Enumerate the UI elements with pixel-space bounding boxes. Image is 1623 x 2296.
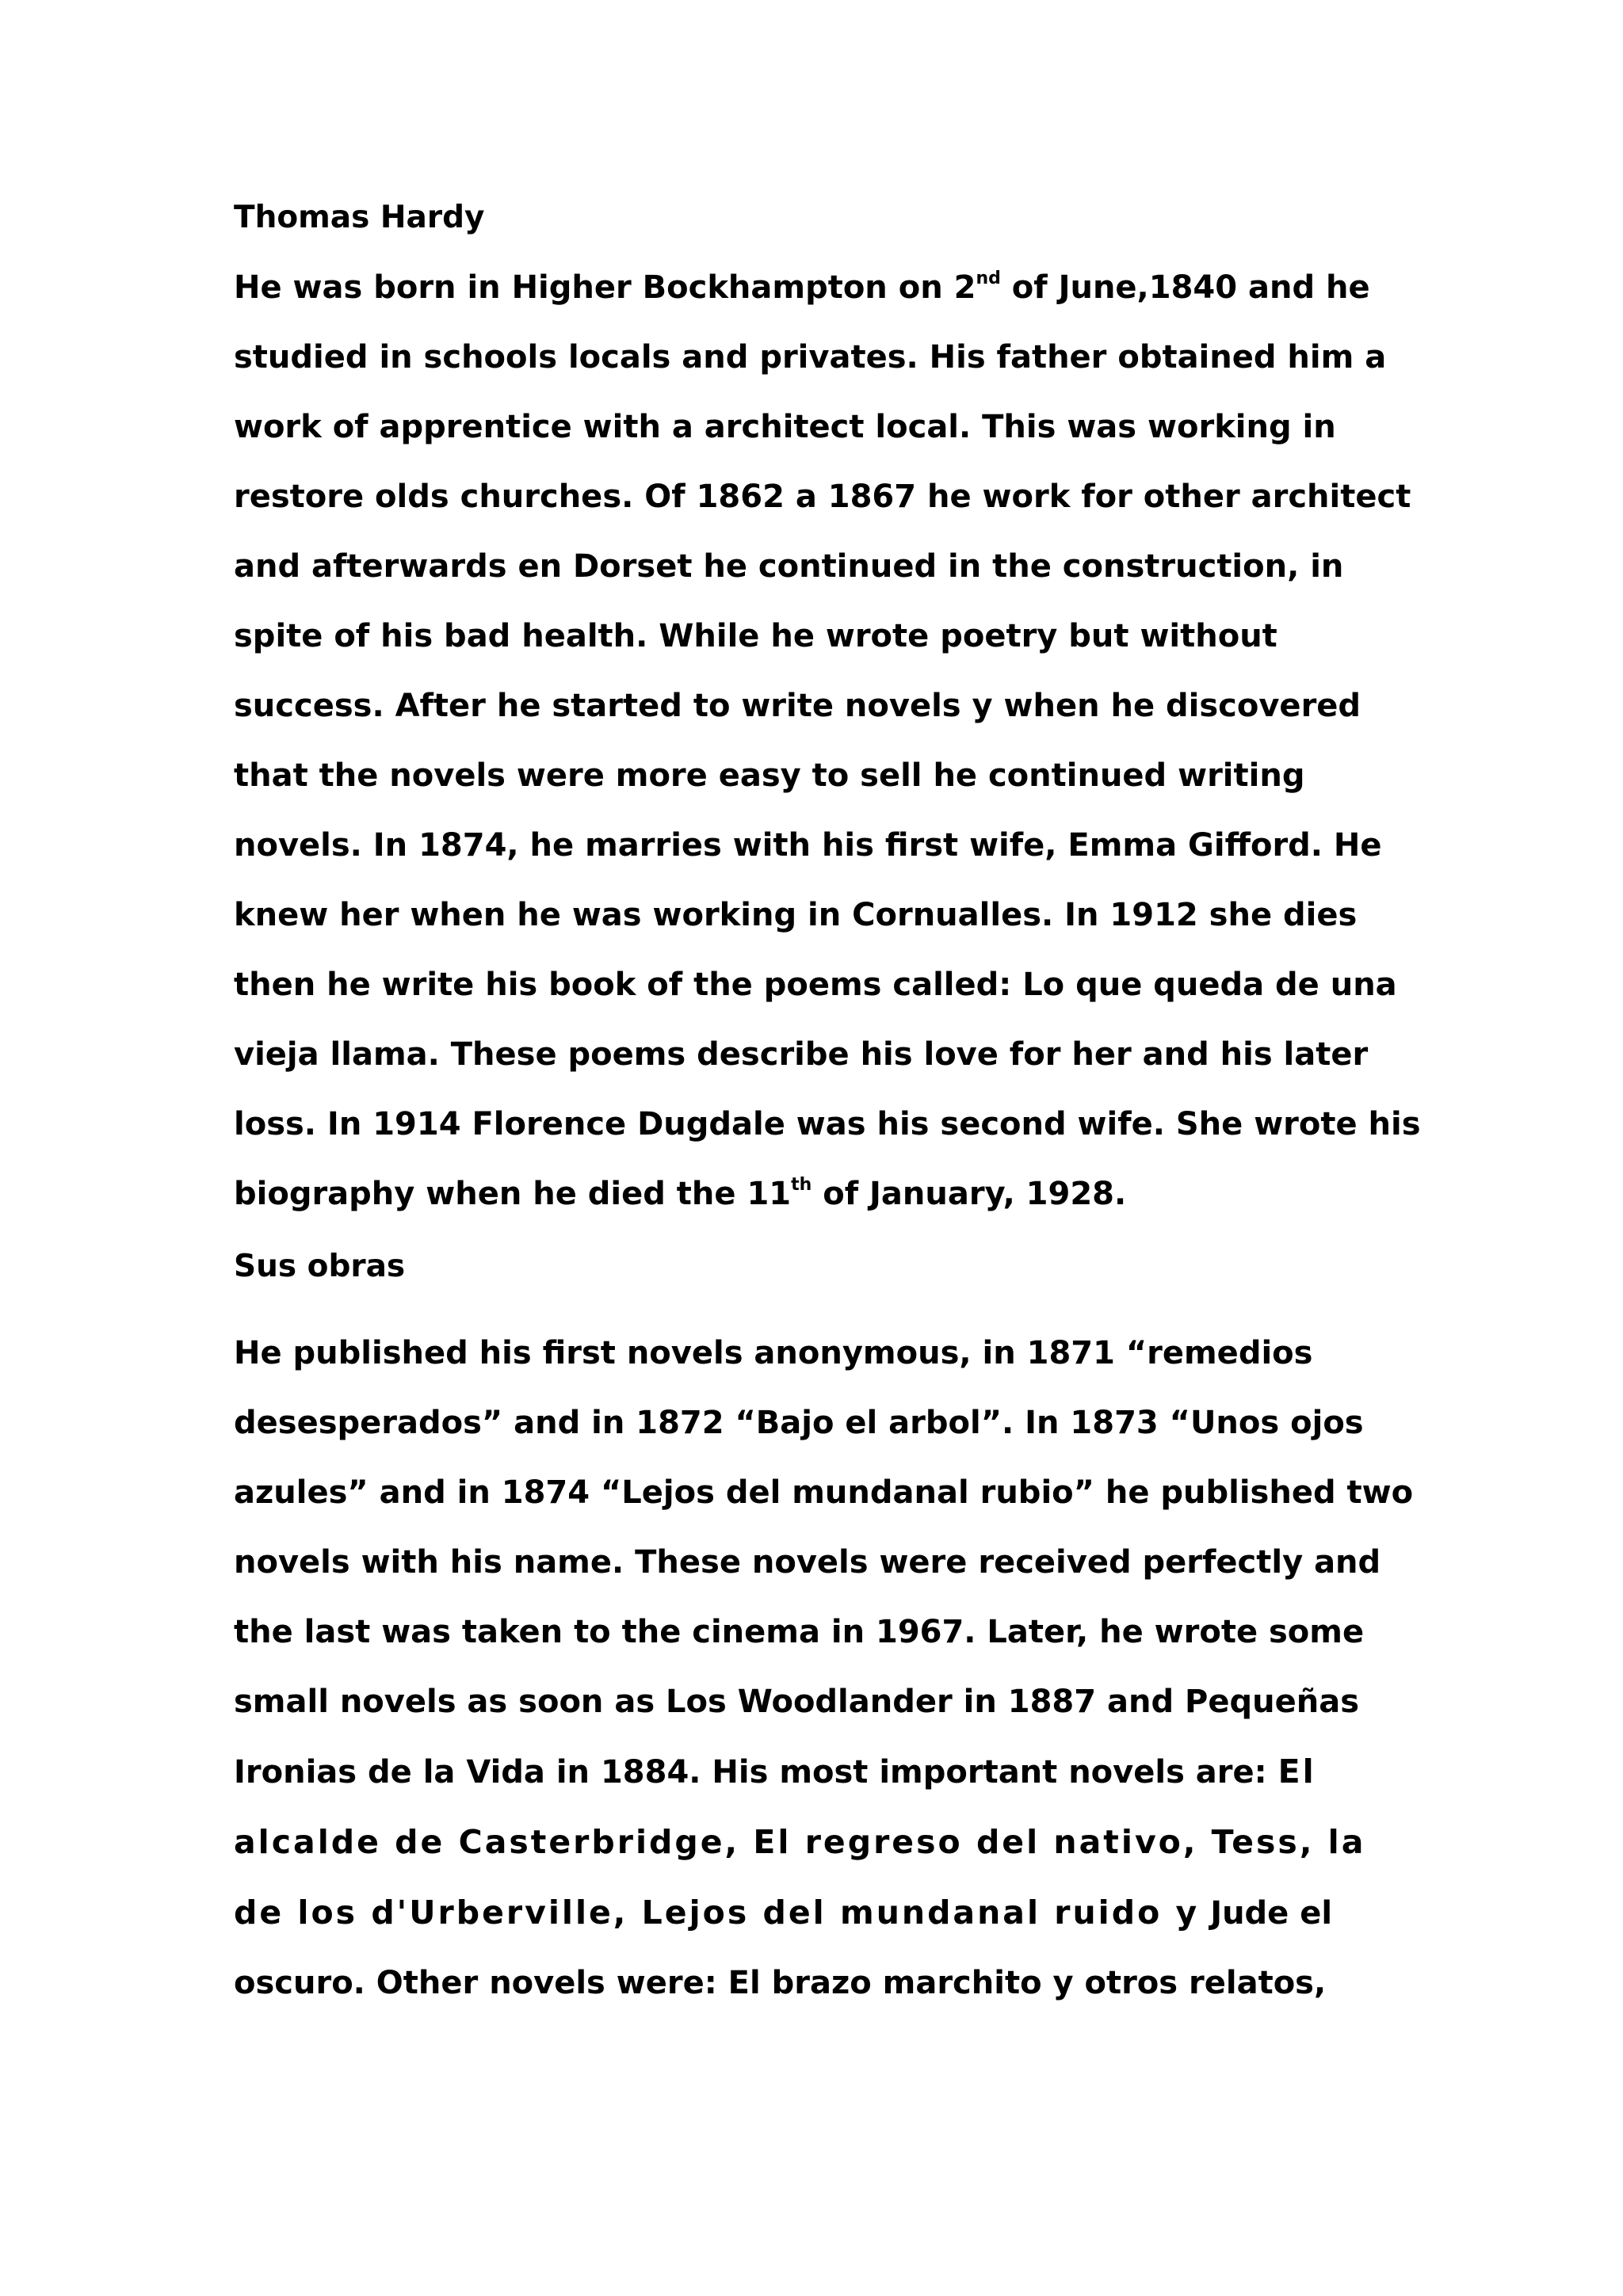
biography-paragraph [234,253,1423,1229]
ordinal-suffix-th: th [791,1174,812,1195]
page-title: Thomas Hardy [234,200,485,235]
ordinal-suffix-nd: nd [976,268,1001,288]
works-text-part-2: Jude el oscuro. Other novels were: El brazo marchito y otros relatos, [234,1895,1333,2001]
works-paragraph [234,1318,1423,2018]
important-novels-list: El alcalde de Casterbridge, El regreso del nativo, Tess, la de los d'Urberville, Lejos del mundanal ruido y [234,1753,1366,1932]
document-content [234,194,1423,2018]
works-text-part-1: He published his first novels anonymous, in 1871 “remedios desesperados” and in 1872 “Bajo el arbol”. In 1873 “Unos ojos azules” and in 1874 “Lejos del mundanal rubio” he published two novels with his name. These novels were received perfectly and the last was taken to the cinema in 1967. Later, he wrote some small novels as soon as Los Woodlander in 1887 and Pequeñas Ironias de la Vida in 1884. His most important novels are: [234,1335,1414,1791]
biography-text-part-1: He was born in Higher Bockhampton on 2 [234,269,976,306]
biography-text-part-3: of January, 1928. [812,1176,1127,1212]
biography-text-part-2: of June,1840 and he studied in schools locals and privates. His father obtained him a work of apprentice with a architect local. This was working in restore olds churches. Of 1862 a 1867 he work for other architect and afterwards en Dorset he continued in the construction, in spite of his bad health. While he wrote poetry but without success. After he started to write novels y when he discovered that the novels were more easy to sell he continued writing novels. In 1874, he marries with his first wife, Emma Gifford. He knew her when he was working in Cornualles. In 1912 she dies then he write his book of the poems called: Lo que queda de una vieja llama. These poems describe his love for her and his later loss. In 1914 Florence Dugdale was his second wife. She wrote his biography when he died the 11 [234,269,1421,1212]
works-heading: Sus obras [234,1249,406,1284]
